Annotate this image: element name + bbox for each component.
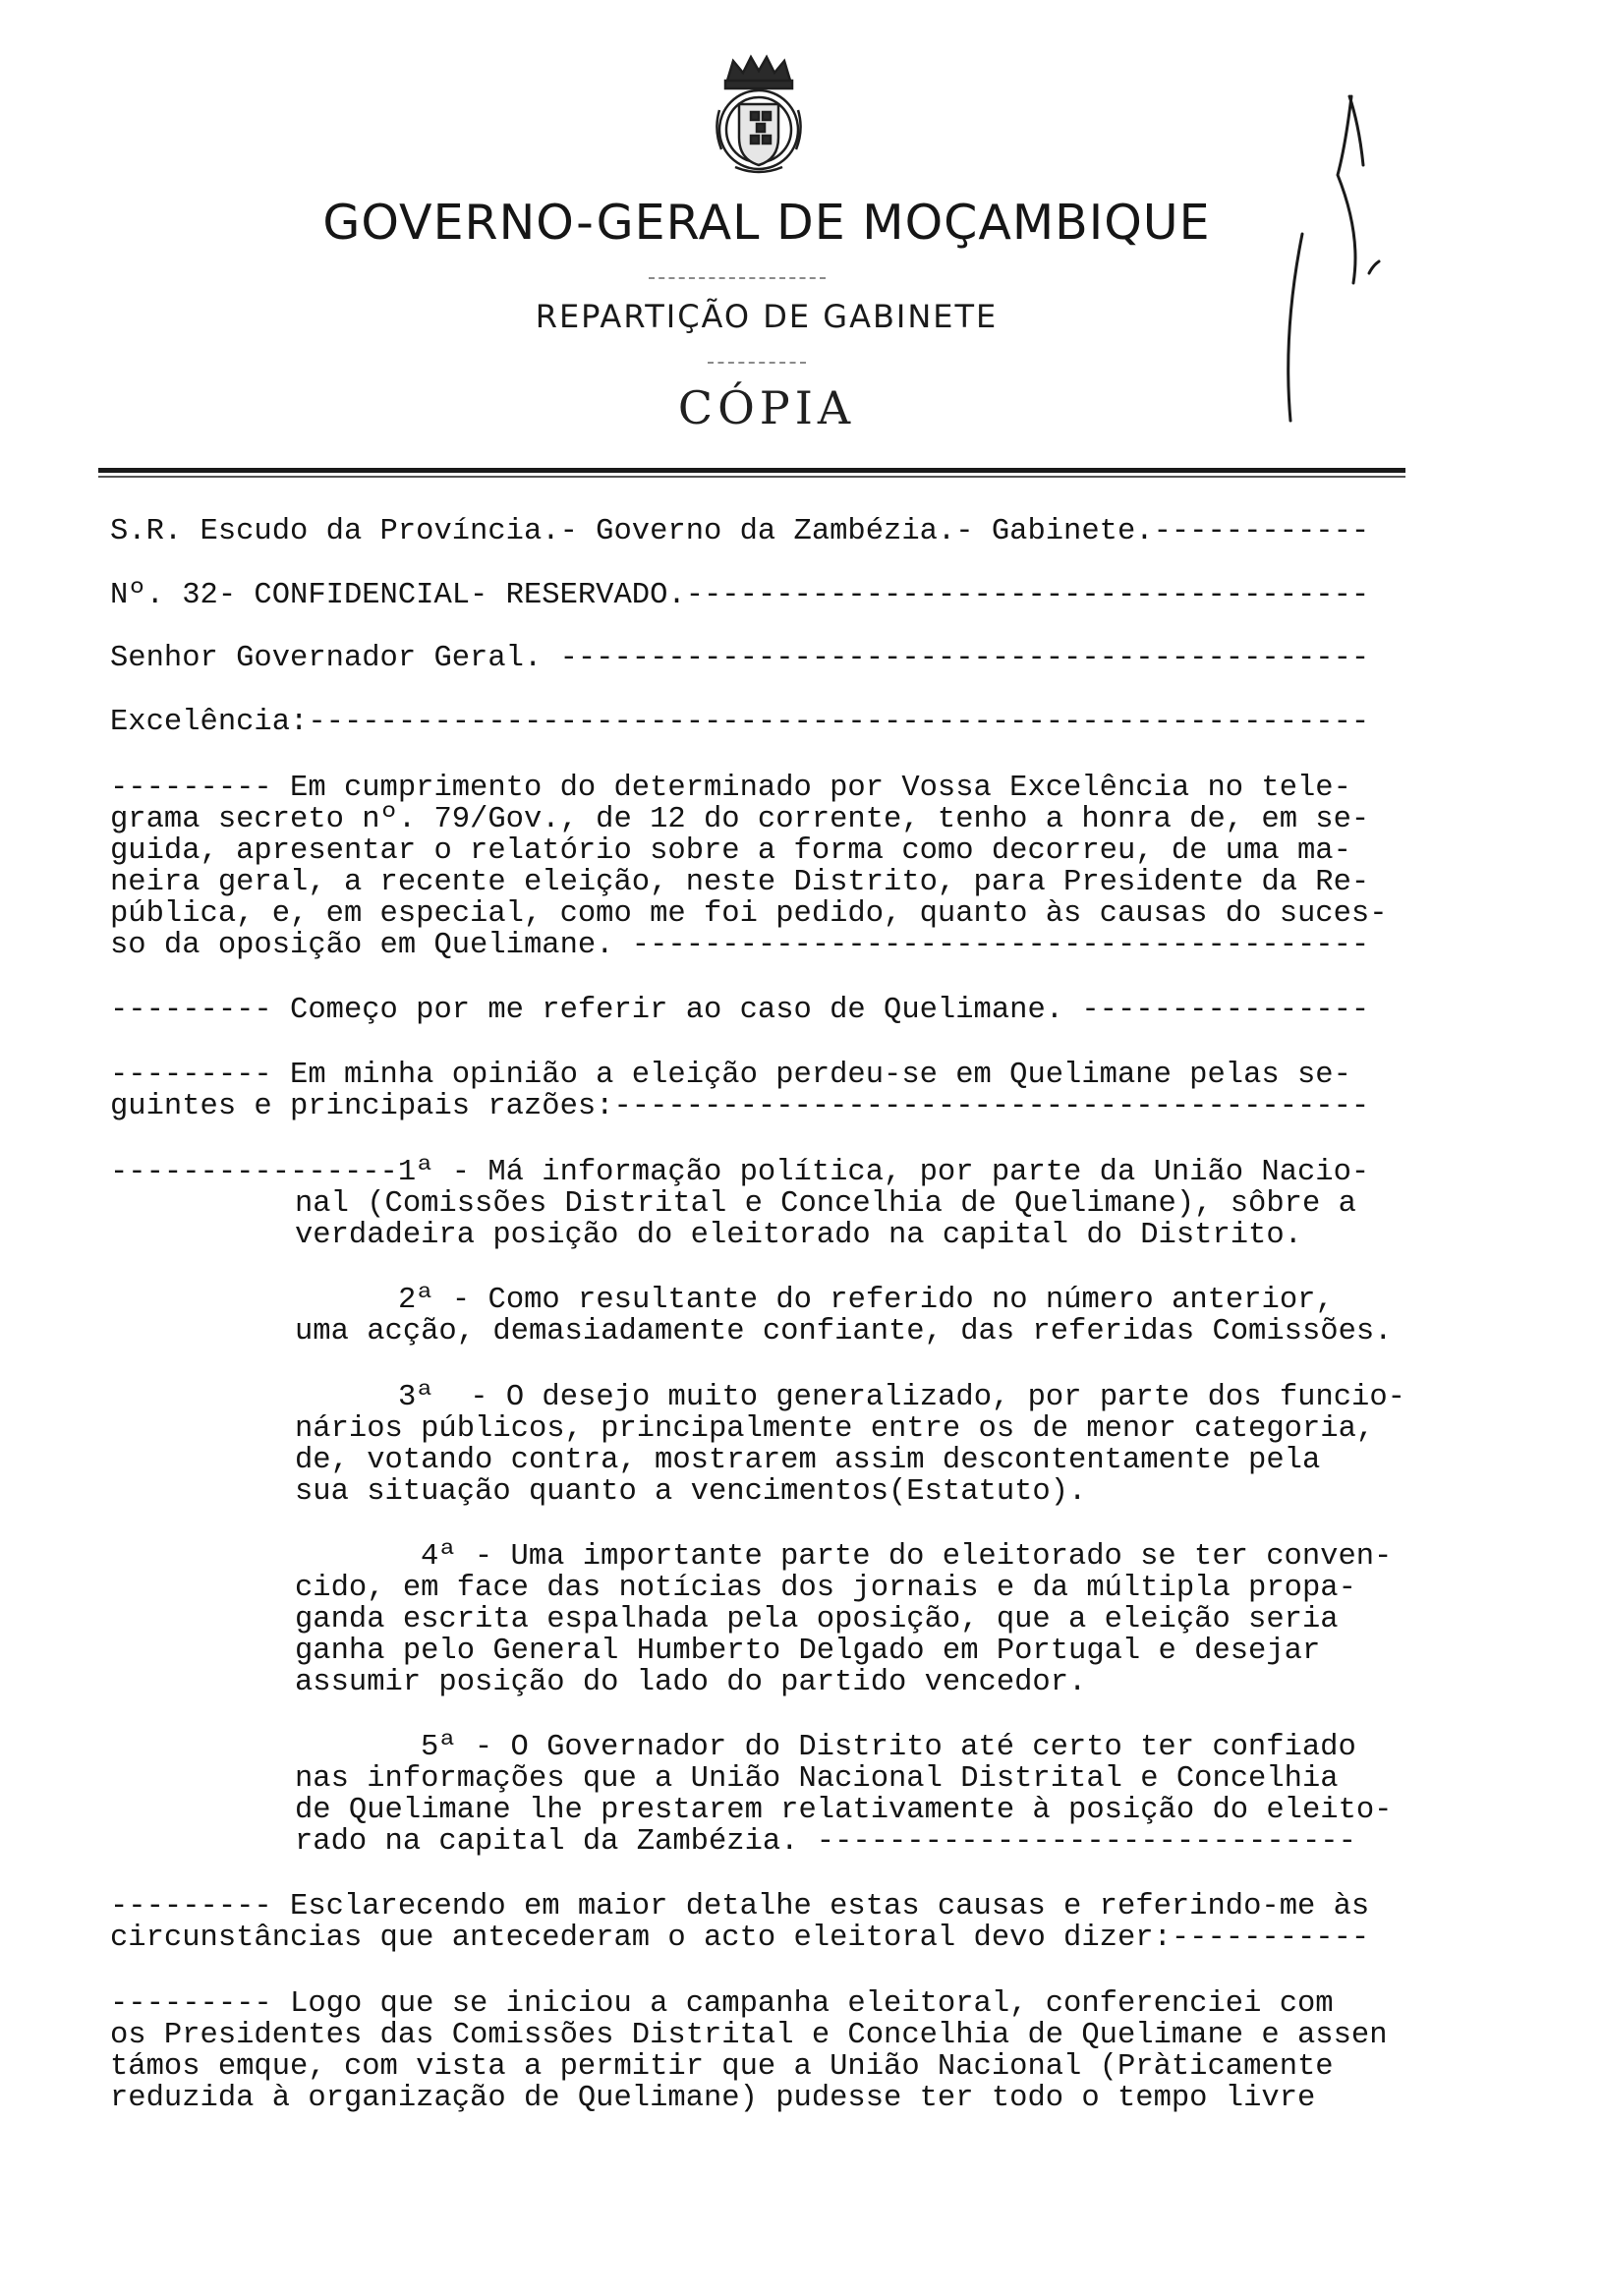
text-line: os Presidentes das Comissões Distrital e Concelhia de Quelimane e assen	[110, 2019, 1388, 2052]
header-rule	[98, 468, 1405, 473]
text-line: verdadeira posição do eleitorado na capital do Distrito.	[295, 1219, 1302, 1252]
text-line: guida, apresentar o relatório sobre a forma como decorreu, de uma ma-	[110, 834, 1351, 868]
text-line: pública, e, em especial, como me foi pedido, quanto às causas do suces-	[110, 897, 1388, 931]
text-line: támos emque, com vista a permitir que a União Nacional (Pràticamente	[110, 2050, 1334, 2084]
text-line: nas informações que a União Nacional Distrital e Concelhia	[295, 1762, 1339, 1796]
department-title: REPARTIÇÃO DE GABINETE	[535, 298, 999, 335]
text-line: --------- Logo que se iniciou a campanha eleitoral, conferenciei com	[110, 1987, 1334, 2021]
text-line: ganha pelo General Humberto Delgado em Portugal e desejar	[295, 1635, 1321, 1668]
text-line: circunstâncias que antecederam o acto eleitoral devo dizer:-----------	[110, 1922, 1370, 1955]
text-line: --------- Em cumprimento do determinado por Vossa Excelência no tele-	[110, 772, 1351, 805]
text-line: assumir posição do lado do partido vencedor.	[295, 1666, 1087, 1699]
text-line: 5ª - O Governador do Distrito até certo ter confiado	[421, 1731, 1356, 1764]
text-line: 4ª - Uma importante parte do eleitorado se ter conven-	[421, 1540, 1393, 1574]
text-line: Senhor Governador Geral. ---------------------------------------------	[110, 642, 1370, 675]
text-line: Nº. 32- CONFIDENCIAL- RESERVADO.--------------------------------------	[110, 579, 1370, 612]
text-line: 3ª - O desejo muito generalizado, por parte dos funcio-	[398, 1381, 1405, 1414]
text-line: 2ª - Como resultante do referido no número anterior,	[398, 1284, 1334, 1317]
text-line: grama secreto nº. 79/Gov., de 12 do corrente, tenho a honra de, em se-	[110, 803, 1370, 836]
coat-of-arms-icon	[706, 51, 812, 181]
text-line: reduzida à organização de Quelimane) pudesse ter todo o tempo livre	[110, 2082, 1316, 2115]
government-title: GOVERNO-GERAL DE MOÇAMBIQUE	[322, 195, 1211, 251]
text-line: sua situação quanto a vencimentos(Estatuto).	[295, 1475, 1087, 1509]
text-line: --------- Começo por me referir ao caso de Quelimane. ----------------	[110, 994, 1370, 1027]
text-line: de, votando contra, mostrarem assim descontentamente pela	[295, 1444, 1321, 1477]
text-line: --------- Em minha opinião a eleição perdeu-se em Quelimane pelas se-	[110, 1059, 1351, 1092]
handwritten-mark	[1263, 86, 1381, 440]
text-line: so da oposição em Quelimane. -----------------------------------------	[110, 929, 1370, 962]
text-line: uma acção, demasiadamente confiante, das referidas Comissões.	[295, 1315, 1393, 1349]
text-line: neira geral, a recente eleição, neste Distrito, para Presidente da Re-	[110, 866, 1370, 899]
text-line: ----------------1ª - Má informação política, por parte da União Nacio-	[110, 1156, 1370, 1189]
text-line: nal (Comissões Distrital e Concelhia de Quelimane), sôbre a	[295, 1187, 1356, 1221]
header-rule	[98, 476, 1405, 478]
text-line: guintes e principais razões:------------------------------------------	[110, 1090, 1370, 1123]
text-line: rado na capital da Zambézia. ------------------------------	[295, 1825, 1356, 1859]
text-line: nários públicos, principalmente entre os de menor categoria,	[295, 1412, 1375, 1446]
text-line: S.R. Escudo da Província.- Governo da Zambézia.- Gabinete.------------	[110, 515, 1370, 548]
text-line: cido, em face das notícias dos jornais e da múltipla propa-	[295, 1572, 1356, 1605]
text-line: de Quelimane lhe prestarem relativamente à posição do eleito-	[295, 1794, 1393, 1827]
copy-mark: CÓPIA	[677, 381, 856, 434]
text-line: --------- Esclarecendo em maior detalhe estas causas e referindo-me às	[110, 1890, 1370, 1923]
header-divider	[649, 277, 826, 279]
header-divider	[708, 362, 806, 364]
text-line: ganda escrita espalhada pela oposição, que a eleição seria	[295, 1603, 1339, 1636]
text-line: Excelência:-----------------------------------------------------------	[110, 706, 1370, 739]
